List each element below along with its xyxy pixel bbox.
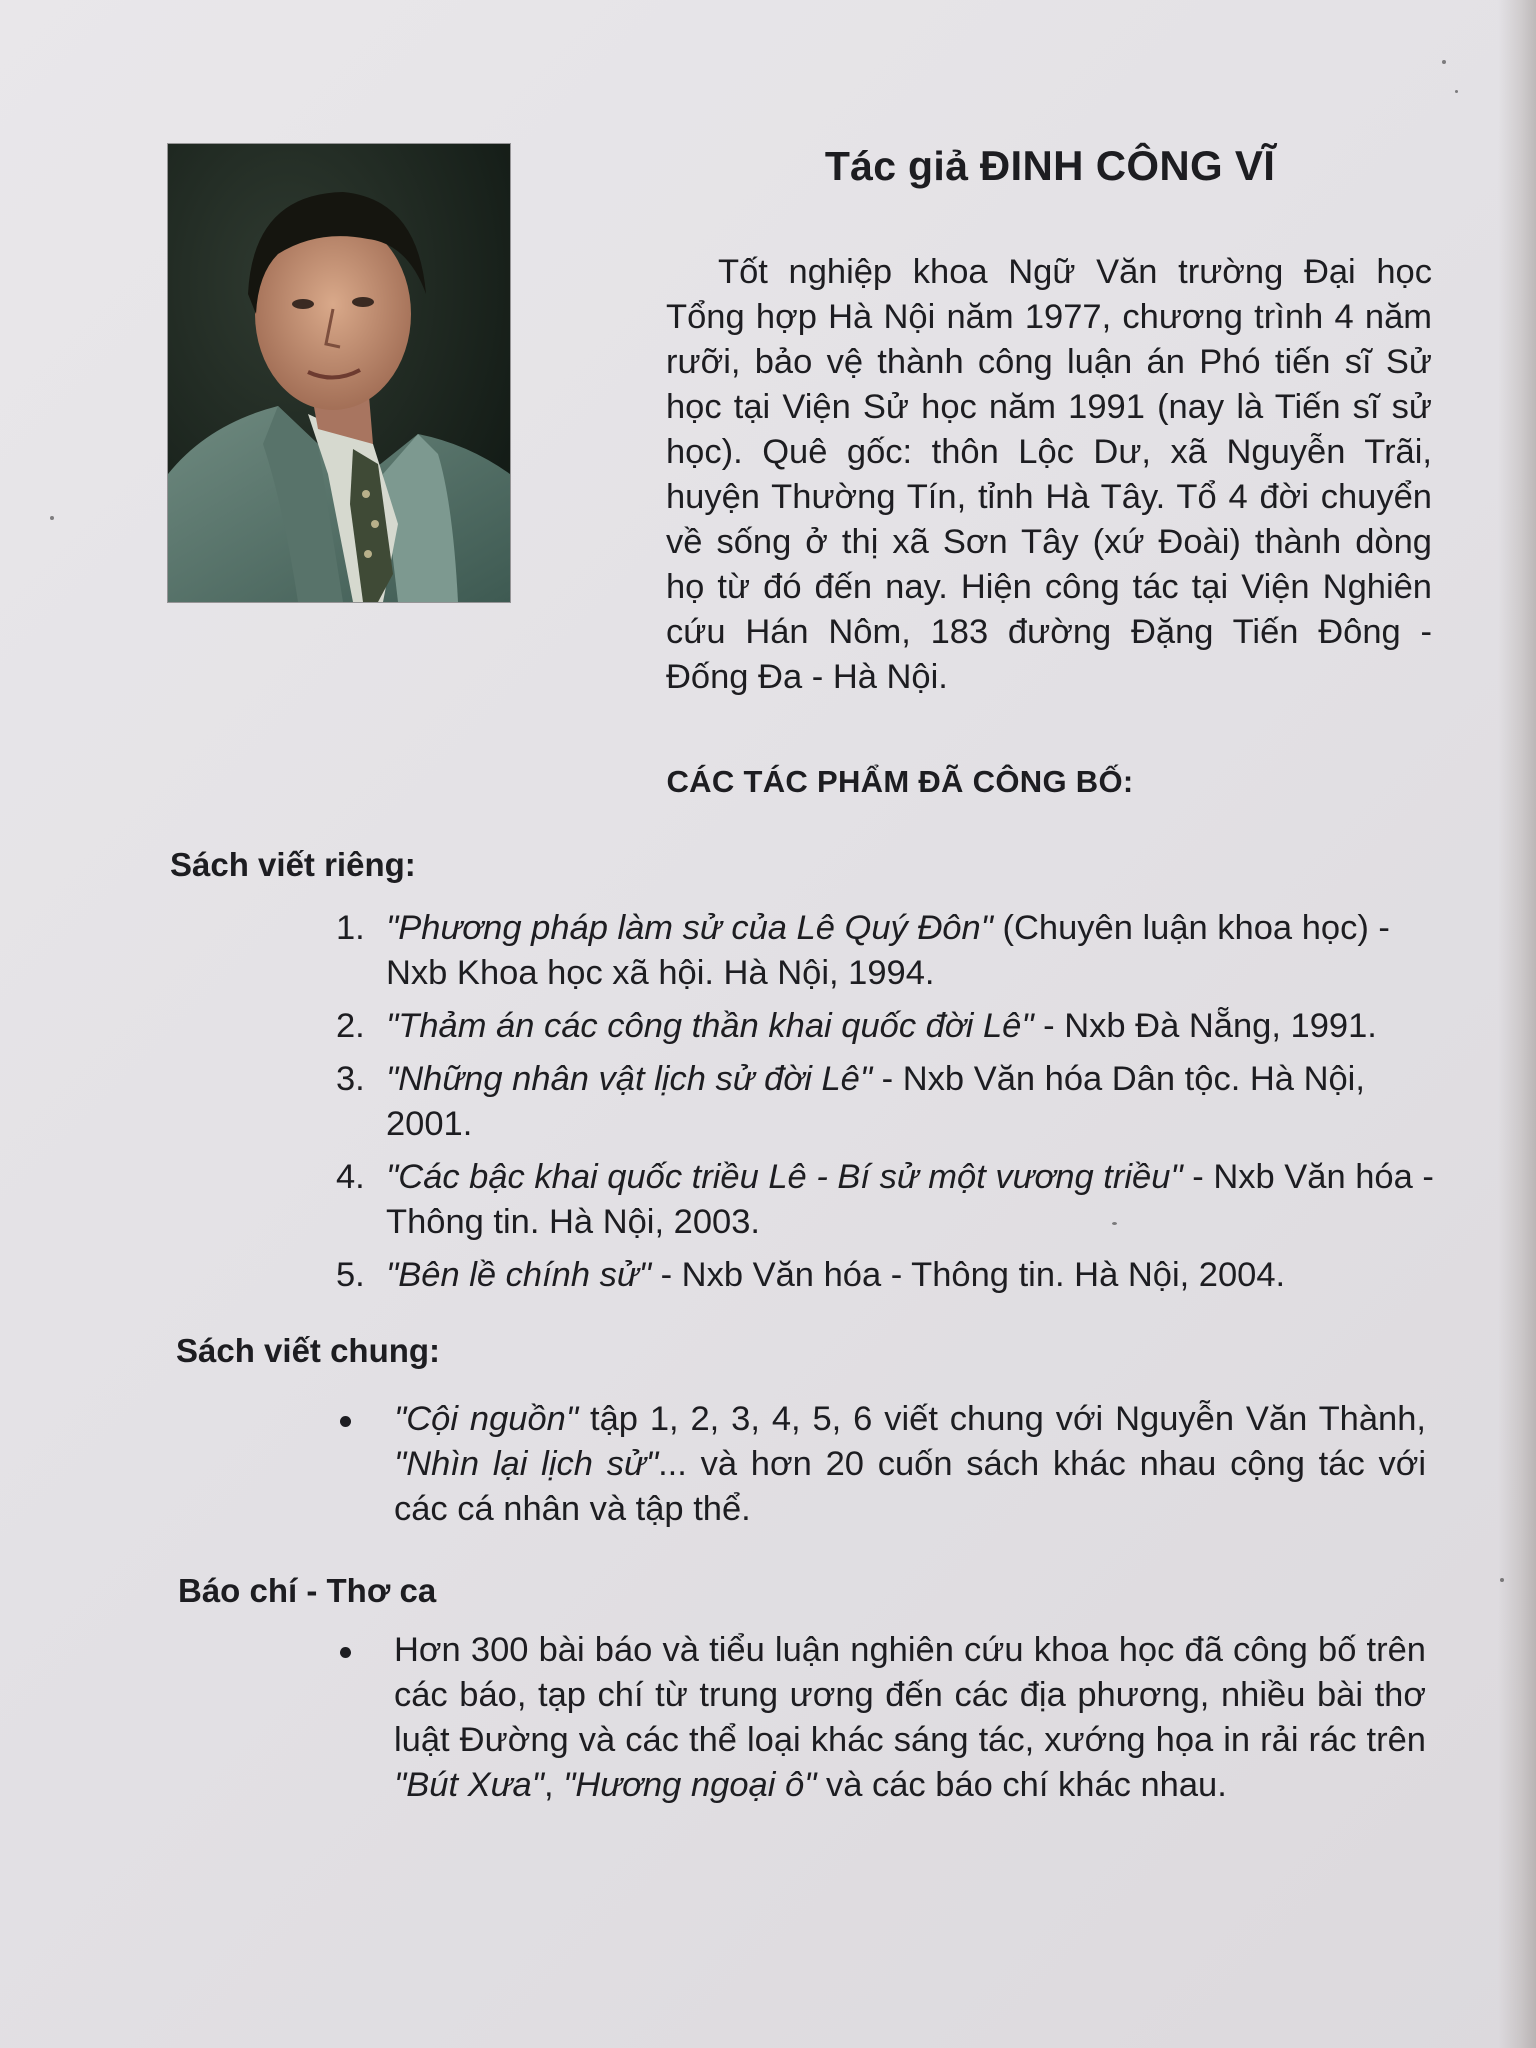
joint-books-list bbox=[336, 1397, 1426, 1532]
paper-speck bbox=[1455, 90, 1458, 93]
book-details: - Nxb Văn hóa - Thông tin. Hà Nội, 2004. bbox=[651, 1256, 1286, 1294]
list-item bbox=[336, 1057, 1436, 1147]
joint-books-heading: Sách viết chung: bbox=[176, 1332, 441, 1369]
book-title: "Những nhân vật lịch sử đời Lê" bbox=[386, 1060, 873, 1098]
own-books-list bbox=[336, 906, 1436, 1306]
bullet-icon bbox=[340, 1647, 351, 1658]
item-number: 4. bbox=[336, 1158, 365, 1196]
item-text: tập 1, 2, 3, 4, 5, 6 viết chung với Nguyễn Văn Thành, bbox=[578, 1400, 1426, 1438]
press-list bbox=[336, 1628, 1426, 1808]
publication-title: "Bút Xưa" bbox=[394, 1766, 544, 1804]
item-number: 1. bbox=[336, 909, 365, 947]
own-books-heading: Sách viết riêng: bbox=[170, 846, 416, 883]
paper-speck bbox=[1442, 60, 1446, 64]
item-number: 3. bbox=[336, 1060, 365, 1098]
bullet-icon bbox=[340, 1416, 351, 1427]
book-title: "Cội nguồn" bbox=[394, 1400, 579, 1438]
list-item bbox=[336, 1155, 1436, 1245]
paper-speck bbox=[1112, 1222, 1117, 1225]
book-title: "Các bậc khai quốc triều Lê - Bí sử một vương triều" bbox=[386, 1158, 1183, 1196]
book-details: (Chuyên luận khoa học) - Nxb Khoa học xã hội. Hà Nội, 1994. bbox=[386, 909, 1390, 992]
author-title bbox=[700, 142, 1400, 190]
item-number: 2. bbox=[336, 1007, 365, 1045]
paper-speck bbox=[1500, 1578, 1504, 1582]
author-bio: Tốt nghiệp khoa Ngữ Văn trường Đại học Tổng hợp Hà Nội năm 1977, chương trình 4 năm rưỡi, bảo vệ thành công luận án Phó tiến sĩ Sử học tại Viện Sử học năm 1991 (nay là Tiến sĩ sử học). Quê gốc: thôn Lộc Dư, xã Nguyễn Trãi, huyện Thường Tín, tỉnh Hà Tây. Tổ 4 đời chuyển về sống ở thị xã Sơn Tây (xứ Đoài) thành dòng họ từ đó đến nay. Hiện công tác tại Viện Nghiên cứu Hán Nôm, 183 đường Đặng Tiến Đông - Đống Đa - Hà Nội. bbox=[666, 253, 1432, 696]
list-item bbox=[336, 1628, 1426, 1808]
list-item bbox=[336, 1253, 1436, 1298]
item-text: , bbox=[543, 1766, 564, 1804]
paper-speck bbox=[50, 516, 54, 520]
book-title: "Thảm án các công thần khai quốc đời Lê" bbox=[386, 1007, 1034, 1045]
author-photo bbox=[168, 144, 510, 602]
item-text: ... và hơn 20 cuốn sách khác nhau cộng tác với các cá nhân và tập thể. bbox=[394, 1445, 1426, 1528]
book-title: "Bên lề chính sử" bbox=[386, 1256, 651, 1294]
list-item bbox=[336, 1004, 1436, 1049]
publication-title: "Hương ngoại ô" bbox=[563, 1766, 817, 1804]
book-details: - Nxb Đà Nẵng, 1991. bbox=[1033, 1007, 1377, 1045]
page-edge-shadow bbox=[1498, 0, 1536, 2048]
item-text: và các báo chí khác nhau. bbox=[816, 1766, 1227, 1804]
list-item bbox=[336, 1397, 1426, 1532]
item-number: 5. bbox=[336, 1256, 365, 1294]
book-title: "Nhìn lại lịch sử" bbox=[394, 1445, 659, 1483]
item-text: Hơn 300 bài báo và tiểu luận nghiên cứu khoa học đã công bố trên các báo, tạp chí từ trung ương đến các địa phương, nhiều bài thơ luật Đường và các thể loại khác sáng tác, xướng họa in rải rác trên bbox=[394, 1631, 1426, 1759]
author-name: ĐINH CÔNG VĨ bbox=[979, 142, 1276, 189]
works-heading: CÁC TÁC PHẨM ĐÃ CÔNG BỐ: bbox=[666, 764, 1134, 799]
book-details: - Nxb Văn hóa Dân tộc. Hà Nội, 2001. bbox=[386, 1060, 1365, 1143]
press-heading: Báo chí - Thơ ca bbox=[178, 1572, 437, 1609]
list-item bbox=[336, 906, 1436, 996]
author-title-prefix: Tác giả bbox=[824, 143, 980, 189]
book-details: - Nxb Văn hóa - Thông tin. Hà Nội, 2003. bbox=[386, 1158, 1434, 1241]
book-title: "Phương pháp làm sử của Lê Quý Đôn" bbox=[386, 909, 993, 947]
